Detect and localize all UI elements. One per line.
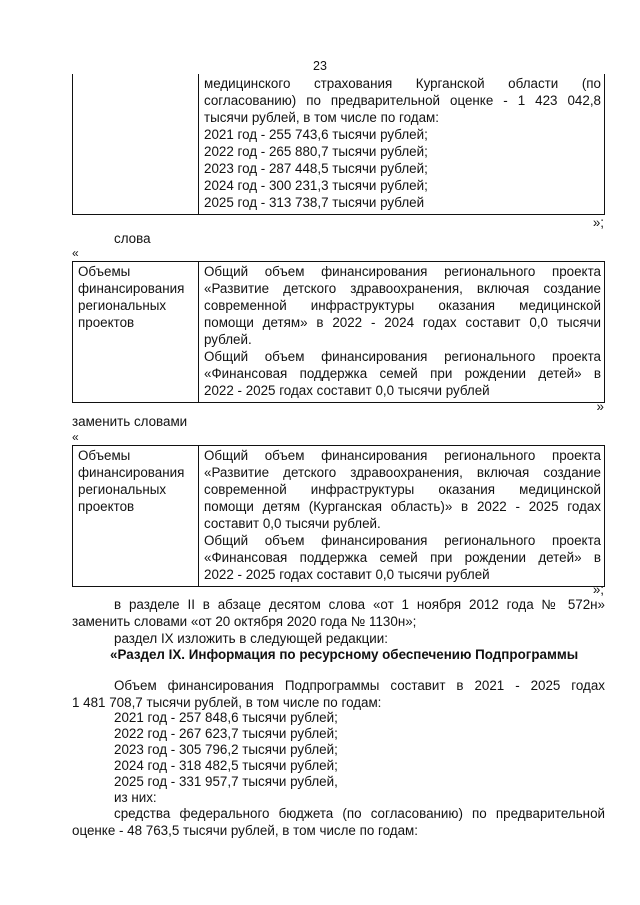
- paragraph-funding: [72, 677, 605, 711]
- cell-line: медицинского страхования Курганской области (по: [204, 76, 601, 91]
- cell-line: Общий объем финансирования регионального проекта: [204, 264, 601, 279]
- table-old-text: [72, 261, 605, 403]
- closing-quote: »;: [592, 582, 604, 597]
- table-cell-label: [73, 446, 199, 587]
- table-new-text: [72, 445, 605, 587]
- cell-line: региональных: [78, 482, 167, 497]
- paragraph-line: заменить словами «от 20 октября 2020 года № 1130н»;: [72, 614, 417, 629]
- cell-line: финансирования: [78, 465, 185, 480]
- cell-line: проектов: [78, 315, 135, 330]
- paragraph-line: оценке - 48 763,5 тысячи рублей, в том числе по годам:: [72, 823, 418, 838]
- table-row: [73, 446, 605, 587]
- paragraph-line: в разделе II в абзаце десятом слова «от 1 ноября 2012 года № 572н»: [114, 597, 605, 612]
- section-heading: «Раздел IX. Информация по ресурсному обеспечению Подпрограммы: [110, 647, 579, 662]
- closing-quote: »;: [592, 215, 604, 230]
- table-row: [73, 74, 605, 215]
- table-continuation: [72, 74, 605, 215]
- replace-words: заменить словами: [72, 414, 188, 429]
- cell-line: тысячи рублей, в том числе по годам:: [204, 110, 439, 125]
- cell-line: Общий объем финансирования регионального проекта: [204, 533, 601, 548]
- table-cell-content: [199, 446, 605, 587]
- paragraph-section-ix: раздел IX изложить в следующей редакции:: [114, 631, 388, 646]
- cell-line: «Развитие детского здравоохранения, включая создание: [204, 281, 601, 296]
- cell-line: современной инфраструктуры оказания медицинской: [204, 298, 601, 313]
- year-line: 2024 год - 318 482,5 тысячи рублей;: [114, 758, 338, 773]
- closing-quote: »: [596, 399, 604, 414]
- page-number: 23: [313, 59, 327, 73]
- cell-line: финансирования: [78, 281, 185, 296]
- cell-line: 2024 год - 300 231,3 тысячи рублей;: [204, 178, 428, 193]
- cell-line: 2022 год - 265 880,7 тысячи рублей;: [204, 144, 428, 159]
- table-cell-content: [199, 262, 605, 403]
- cell-line: современной инфраструктуры оказания медицинской: [204, 482, 601, 497]
- year-line: 2021 год - 257 848,6 тысячи рублей;: [114, 710, 338, 725]
- cell-line: рублей.: [204, 332, 252, 347]
- of-them-line: из них:: [114, 790, 157, 805]
- cell-line: Общий объем финансирования регионального проекта: [204, 349, 601, 364]
- paragraph-line: средства федерального бюджета (по согласованию) по предварительной: [114, 806, 605, 821]
- paragraph-federal: [72, 805, 605, 839]
- year-line: 2022 год - 267 623,7 тысячи рублей;: [114, 726, 338, 741]
- cell-line: Объемы: [78, 448, 131, 463]
- paragraph-section-ii: [72, 596, 605, 630]
- opening-quote: «: [72, 246, 79, 260]
- table-cell-empty: [73, 74, 199, 215]
- cell-line: Общий объем финансирования регионального проекта: [204, 448, 601, 463]
- cell-line: согласованию) по предварительной оценке - 1 423 042,8: [204, 93, 601, 108]
- cell-line: «Финансовая поддержка семей при рождении детей» в: [204, 366, 601, 381]
- cell-line: 2022 - 2025 годах составит 0,0 тысячи рублей: [204, 567, 490, 582]
- cell-line: 2025 год - 313 738,7 тысячи рублей: [204, 195, 425, 210]
- cell-line: 2021 год - 255 743,6 тысячи рублей;: [204, 127, 428, 142]
- table-row: [73, 262, 605, 403]
- table-cell-label: [73, 262, 199, 403]
- cell-line: региональных: [78, 298, 167, 313]
- paragraph-line: Объем финансирования Подпрограммы составит в 2021 - 2025 годах: [114, 678, 605, 693]
- cell-line: Объемы: [78, 264, 131, 279]
- cell-line: 2022 - 2025 годах составит 0,0 тысячи рублей: [204, 383, 490, 398]
- cell-line: помощи детям (Курганская область)» в 2022 - 2025 годах: [204, 499, 601, 514]
- cell-line: «Финансовая поддержка семей при рождении детей» в: [204, 550, 601, 565]
- cell-line: проектов: [78, 499, 135, 514]
- year-line: 2025 год - 331 957,7 тысячи рублей,: [114, 774, 338, 789]
- opening-quote: «: [72, 430, 79, 444]
- cell-line: «Развитие детского здравоохранения, включая создание: [204, 465, 601, 480]
- cell-line: составит 0,0 тысячи рублей.: [204, 516, 381, 531]
- cell-line: помощи детям» в 2022 - 2024 годах составит 0,0 тысячи: [204, 315, 601, 330]
- paragraph-line: 1 481 708,7 тысячи рублей, в том числе по годам:: [72, 695, 382, 710]
- table-cell-content: [199, 74, 605, 215]
- year-line: 2023 год - 305 796,2 тысячи рублей;: [114, 742, 338, 757]
- cell-line: 2023 год - 287 448,5 тысячи рублей;: [204, 161, 428, 176]
- word-slova: слова: [114, 231, 151, 246]
